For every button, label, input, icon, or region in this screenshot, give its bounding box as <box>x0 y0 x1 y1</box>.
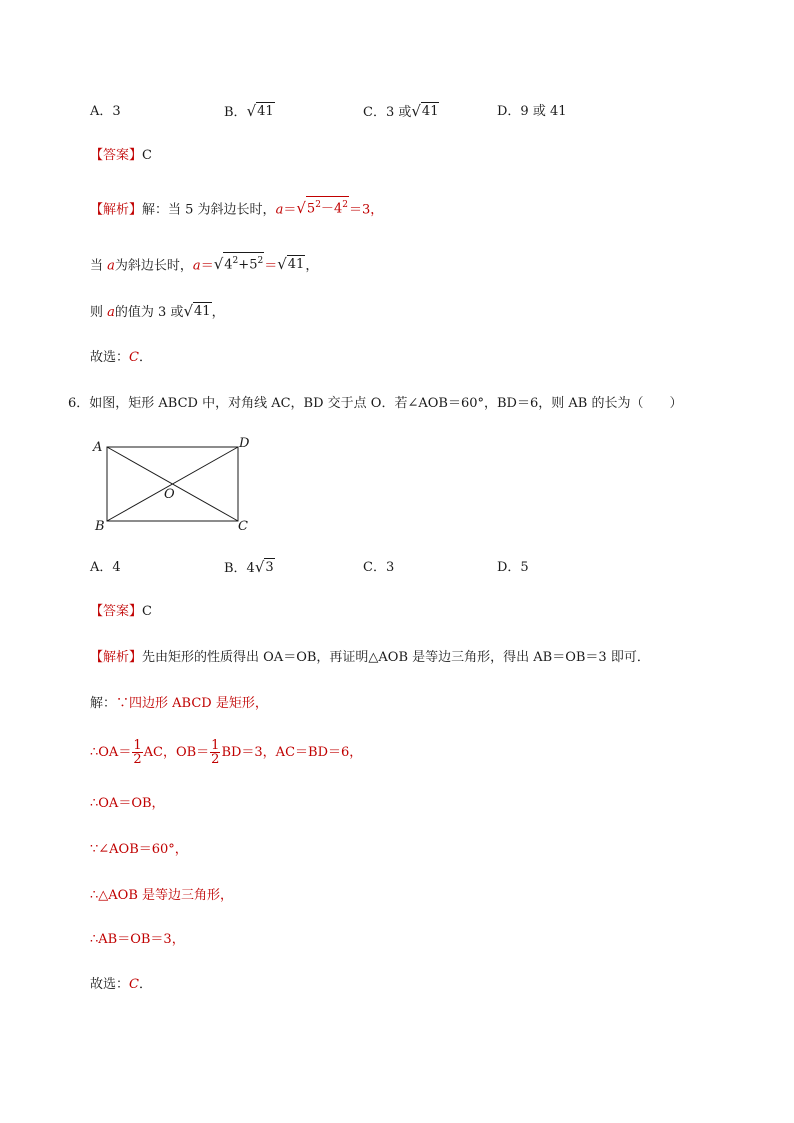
solution-text: ∴OA＝ <box>90 745 132 760</box>
sqrt: √ $4^2+5^2$ <box>214 252 265 273</box>
radicand: 41 <box>194 304 211 319</box>
conclusion-label: 故选： <box>90 977 130 992</box>
conclusion-value: C <box>129 977 139 992</box>
q5-analysis-step1 <box>90 196 383 220</box>
base: 5 <box>306 201 316 217</box>
fraction <box>210 739 220 766</box>
q5-option-a: A．3 <box>90 104 121 119</box>
equals: ＝ <box>264 258 278 274</box>
punct: ． <box>138 350 152 365</box>
q6-solution-line2 <box>90 738 362 768</box>
step-text: 则 <box>90 305 108 320</box>
q5-option-d: D．9 或 41 <box>497 104 567 119</box>
exponent: 2 <box>232 256 239 266</box>
base: 4 <box>333 201 343 217</box>
q5-option-c <box>363 102 439 123</box>
punct: ． <box>138 977 152 992</box>
step-text: 为斜边长时， <box>114 258 193 274</box>
answer-value: C <box>142 604 152 619</box>
rectangle-diagram <box>88 432 258 537</box>
step-text: 当 <box>90 258 108 274</box>
punct: ， <box>305 258 319 274</box>
radicand: 41 <box>257 104 274 119</box>
operator: + <box>238 257 250 273</box>
vertex-label-a: A <box>93 440 103 455</box>
answer-label: 【答案】 <box>90 148 143 163</box>
operator: － <box>320 201 334 217</box>
q6-solution-line1 <box>90 694 268 714</box>
center-label-o: O <box>164 487 175 502</box>
analysis-text: 先由矩形的性质得出 OA＝OB，再证明△AOB 是等边三角形，得出 AB＝OB＝3 即可． <box>142 650 650 665</box>
q6-option-a: A．4 <box>90 560 121 575</box>
radicand: 41 <box>421 104 439 119</box>
q5-analysis-step2 <box>90 252 318 276</box>
q6-conclusion <box>90 975 152 995</box>
q6-option-b-label: B．4 <box>224 561 255 576</box>
answer-value: C <box>142 148 152 163</box>
variable: a <box>107 305 115 320</box>
radicand: 41 <box>287 257 305 273</box>
punct: ， <box>211 305 225 320</box>
q6-option-c: C．3 <box>363 560 395 575</box>
step-text: 的值为 3 或 <box>114 305 184 320</box>
q5-option-b-label: B． <box>224 105 247 120</box>
variable: a <box>275 202 284 218</box>
exponent: 2 <box>315 200 321 210</box>
solution-label: 解： <box>90 696 117 711</box>
fraction <box>132 739 142 766</box>
q6-option-d: D．5 <box>497 560 529 575</box>
solution-text: ∵四边形 ABCD 是矩形， <box>116 696 268 711</box>
solution-text: BD＝3，AC＝BD＝6， <box>221 745 363 760</box>
numerator: 1 <box>211 738 220 753</box>
q6-question: 6．如图，矩形 ABCD 中，对角线 AC，BD 交于点 O．若∠AOB＝60°，BD＝6，则 AB 的长为（ ） <box>68 396 683 411</box>
sqrt: √ 41 <box>246 102 274 120</box>
vertex-label-b: B <box>95 519 105 534</box>
base: 5 <box>249 257 258 273</box>
denominator: 2 <box>133 752 142 767</box>
denominator: 2 <box>211 752 220 767</box>
exponent: 2 <box>257 256 264 266</box>
q5-conclusion <box>90 348 152 368</box>
result: ＝3， <box>348 202 384 218</box>
sqrt: √ 41 <box>411 102 439 120</box>
q5-answer <box>90 146 152 166</box>
sqrt: √ $5^2-4^2$ <box>296 196 349 217</box>
sqrt: √ 41 <box>277 255 305 274</box>
analysis-label: 【解析】 <box>90 202 143 218</box>
answer-label: 【答案】 <box>90 604 143 619</box>
base: 4 <box>224 257 233 273</box>
radicand: 3 <box>265 560 274 575</box>
q6-option-b <box>224 558 275 579</box>
exponent: 2 <box>342 200 348 210</box>
vertex-label-c: C <box>238 519 248 534</box>
q5-analysis-step3 <box>90 302 225 323</box>
q6-solution-line5: ∴△AOB 是等边三角形， <box>90 888 234 903</box>
sqrt: √ 41 <box>183 302 211 320</box>
equals: ＝ <box>283 202 297 218</box>
solution-text: AC，OB＝ <box>143 745 210 760</box>
conclusion-value: C <box>129 350 139 365</box>
q5-option-c-label: C．3 或 <box>363 105 412 120</box>
vertex-label-d: D <box>239 436 250 451</box>
q6-analysis <box>90 648 650 668</box>
step-text: 解：当 5 为斜边长时， <box>142 202 276 218</box>
q6-solution-line3: ∴OA＝OB， <box>90 796 165 811</box>
q6-answer <box>90 602 152 622</box>
variable: a <box>107 258 115 274</box>
analysis-label: 【解析】 <box>90 650 143 665</box>
q5-option-b <box>224 102 275 123</box>
q6-solution-line4: ∵∠AOB＝60°， <box>90 842 188 857</box>
sqrt: √ 3 <box>254 558 274 576</box>
numerator: 1 <box>133 738 142 753</box>
equals: ＝ <box>200 258 214 274</box>
conclusion-label: 故选： <box>90 350 130 365</box>
q6-solution-line6: ∴AB＝OB＝3， <box>90 932 185 947</box>
variable: a <box>192 258 201 274</box>
